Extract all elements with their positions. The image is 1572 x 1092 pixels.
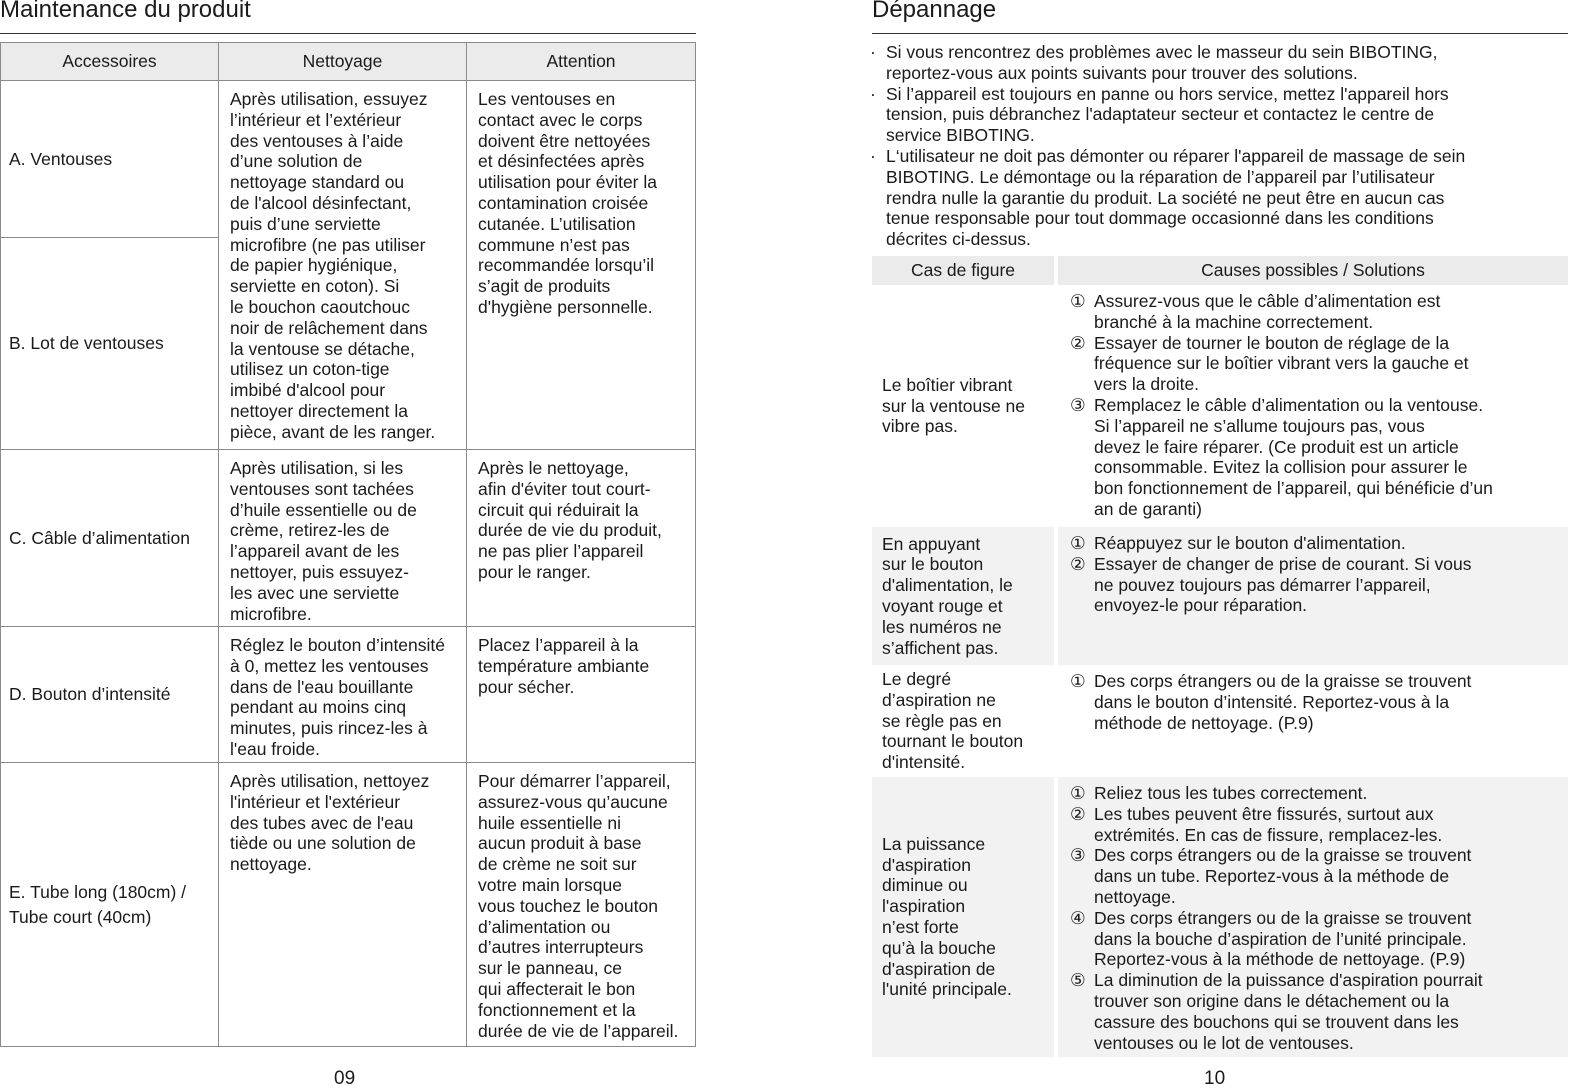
- header-cas-de-figure: Cas de figure: [872, 256, 1054, 285]
- step-number: ③: [1070, 845, 1086, 866]
- cleaning-ab: Après utilisation, essuyez l’intérieur et l’extérieur des ventouses à l’aide d’une solution de nettoyage standard ou de l'alcool désinfectant, puis d’une serviette microfibre (ne pas utiliser de papier hygiénique, serviette en coton). Si le bouchon caoutchouc noir de relâchement dans la ventouse se détache, utilisez un coton-tige imbibé d'alcool pour nettoyer directement la pièce, avant de les ranger.: [218, 80, 467, 450]
- solution-item: [1070, 970, 1568, 1053]
- header-attention: Attention: [466, 42, 696, 81]
- solution-item: [1070, 554, 1568, 616]
- title-rule: [872, 33, 1568, 34]
- attention-e: Pour démarrer l’appareil, assurez-vous qu’aucune huile essentielle ni aucun produit à base de crème ne soit sur votre main lorsque vous touchez le bouton d’alimentation ou d’autres interrupteurs sur le panneau, ce qui affecterait le bon fonctionnement et la durée de vie de l’appareil.: [466, 762, 696, 1047]
- step-number: ③: [1070, 394, 1086, 415]
- step-number: ①: [1070, 291, 1086, 311]
- bullet-icon: ·: [870, 42, 876, 62]
- solution-text: Des corps étrangers ou de la graisse se trouvent dans la bouche d’aspiration de l’unité principale. Reportez-vous à la méthode de nettoyage. (P.9): [1094, 907, 1472, 970]
- solution-text: Essayer de changer de prise de courant. Si vous ne pouvez toujours pas démarrer l’appareil, envoyez-le pour réparation.: [1094, 553, 1472, 616]
- cleaning-c: Après utilisation, si les ventouses sont tachées d’huile essentielle ou de crème, retirez-les de l’appareil avant de les nettoyer, puis essuyez- les avec une serviette microfibre.: [218, 449, 467, 627]
- accessory-e: E. Tube long (180cm) / Tube court (40cm): [0, 762, 219, 1047]
- solution-item: [1070, 395, 1568, 520]
- solution-text: Réappuyez sur le bouton d'alimentation.: [1094, 533, 1406, 553]
- solution-text: Des corps étrangers ou de la graisse se trouvent dans un tube. Reportez-vous à la méthode de nettoyage.: [1094, 845, 1472, 907]
- solution-text: Remplacez le câble d’alimentation ou la ventouse. Si l’appareil ne s’allume toujours pas, vous devez le faire réparer. (Ce produit est un article consommable. Evitez la collision pour assurer le bon fonctionnement de l’appareil, qui bénéficie d’un an de garanti): [1094, 394, 1493, 519]
- cleaning-d: Réglez le bouton d’intensité à 0, mettez les ventouses dans de l'eau bouillante pendant au moins cinq minutes, puis rincez-les à l'eau froide.: [218, 626, 467, 763]
- solution-item: [1070, 804, 1568, 846]
- case-cell: Le boîtier vibrant sur la ventouse ne vibre pas.: [882, 374, 1026, 437]
- troubleshoot-row: [872, 285, 1568, 527]
- bullet-item: [870, 42, 1565, 84]
- bullet-icon: ·: [870, 145, 876, 166]
- intro-bullets: [870, 42, 1565, 250]
- title-rule: [0, 33, 696, 34]
- solution-text: Reliez tous les tubes correctement.: [1094, 783, 1368, 803]
- header-nettoyage: Nettoyage: [218, 42, 467, 81]
- troubleshoot-row: [872, 777, 1568, 1057]
- case-cell: En appuyant sur le bouton d'alimentation, le voyant rouge et les numéros ne s’affichent pas.: [872, 527, 1054, 665]
- step-number: ①: [1070, 671, 1086, 691]
- solution-item: [1070, 533, 1568, 554]
- troubleshoot-row: [872, 527, 1568, 665]
- attention-ab: Les ventouses en contact avec le corps doivent être nettoyées et désinfectées après utilisation pour éviter la contamination croisée cutanée. L’utilisation commune n’est pas recommandée lorsqu’il s’agit de produits d'hygiène personnelle.: [466, 80, 696, 450]
- page-title: Maintenance du produit: [0, 0, 251, 23]
- solution-text: La diminution de la puissance d'aspiration pourrait trouver son origine dans le détachement ou la cassure des bouchons qui se trouvent dans les ventouses ou le lot de ventouses.: [1094, 970, 1483, 1053]
- troubleshoot-row: [872, 665, 1568, 777]
- solutions-cell: [1058, 665, 1568, 777]
- accessory-b: B. Lot de ventouses: [0, 237, 219, 450]
- attention-d: Placez l’appareil à la température ambiante pour sécher.: [466, 626, 696, 763]
- solution-item: [1070, 908, 1568, 970]
- solution-item: [1070, 671, 1568, 733]
- step-number: ②: [1070, 332, 1086, 353]
- bullet-icon: ·: [870, 83, 876, 104]
- step-number: ①: [1070, 533, 1086, 553]
- solution-item: [1070, 845, 1568, 907]
- step-number: ⑤: [1070, 970, 1086, 991]
- page-number: 09: [334, 1068, 356, 1089]
- solution-text: Essayer de tourner le bouton de réglage de la fréquence sur le boîtier vibrant vers la gauche et vers la droite.: [1094, 332, 1469, 395]
- page-number: 10: [1204, 1068, 1226, 1089]
- solution-text: Des corps étrangers ou de la graisse se trouvent dans le bouton d’intensité. Reportez-vous à la méthode de nettoyage. (P.9): [1094, 671, 1472, 733]
- solution-item: [1070, 291, 1568, 333]
- bullet-text: Si l’appareil est toujours en panne ou hors service, mettez l'appareil hors tension, puis débranchez l'adaptateur secteur et contactez le centre de service BIBOTING.: [886, 83, 1449, 146]
- maintenance-table: [0, 42, 696, 1047]
- solution-text: Assurez-vous que le câble d’alimentation est branché à la machine correctement.: [1094, 291, 1441, 332]
- cleaning-e: Après utilisation, nettoyez l'intérieur et l'extérieur des tubes avec de l'eau tiède ou une solution de nettoyage.: [218, 762, 467, 1047]
- attention-c: Après le nettoyage, afin d'éviter tout court- circuit qui réduirait la durée de vie du produit, ne pas plier l’appareil pour le ranger.: [466, 449, 696, 627]
- step-number: ①: [1070, 783, 1086, 803]
- bullet-text: L‘utilisateur ne doit pas démonter ou réparer l'appareil de massage de sein BIBOTING. Le démontage ou la réparation de l’appareil par l’utilisateur rendra nulle la garantie du produit. La société ne peut être en aucun cas tenue responsable pour tout dommage occasionné dans les conditions décrites ci-dessus.: [886, 145, 1466, 250]
- accessory-a: A. Ventouses: [0, 80, 219, 238]
- page-title: Dépannage: [872, 0, 997, 23]
- accessory-c: C. Câble d’alimentation: [0, 449, 219, 627]
- case-cell: La puissance d'aspiration diminue ou l'aspiration n’est forte qu’à la bouche d'aspiration de l'unité principale.: [872, 777, 1054, 1057]
- solution-item: [1070, 333, 1568, 395]
- solution-item: [1070, 783, 1568, 804]
- step-number: ②: [1070, 803, 1086, 824]
- bullet-item: [870, 84, 1565, 146]
- accessory-d: D. Bouton d’intensité: [0, 626, 219, 763]
- bullet-item: [870, 146, 1565, 250]
- solutions-cell: [1058, 285, 1568, 527]
- header-accessoires: Accessoires: [0, 42, 219, 81]
- header-solutions: Causes possibles / Solutions: [1058, 256, 1568, 285]
- solutions-cell: [1058, 777, 1568, 1057]
- solution-text: Les tubes peuvent être fissurés, surtout aux extrémités. En cas de fissure, remplacez-les.: [1094, 803, 1443, 845]
- solutions-cell: [1058, 527, 1568, 665]
- step-number: ②: [1070, 553, 1086, 574]
- case-cell: Le degré d’aspiration ne se règle pas en tournant le bouton d'intensité.: [882, 669, 1024, 773]
- step-number: ④: [1070, 907, 1086, 928]
- bullet-text: Si vous rencontrez des problèmes avec le masseur du sein BIBOTING, reportez-vous aux points suivants pour trouver des solutions.: [886, 42, 1438, 83]
